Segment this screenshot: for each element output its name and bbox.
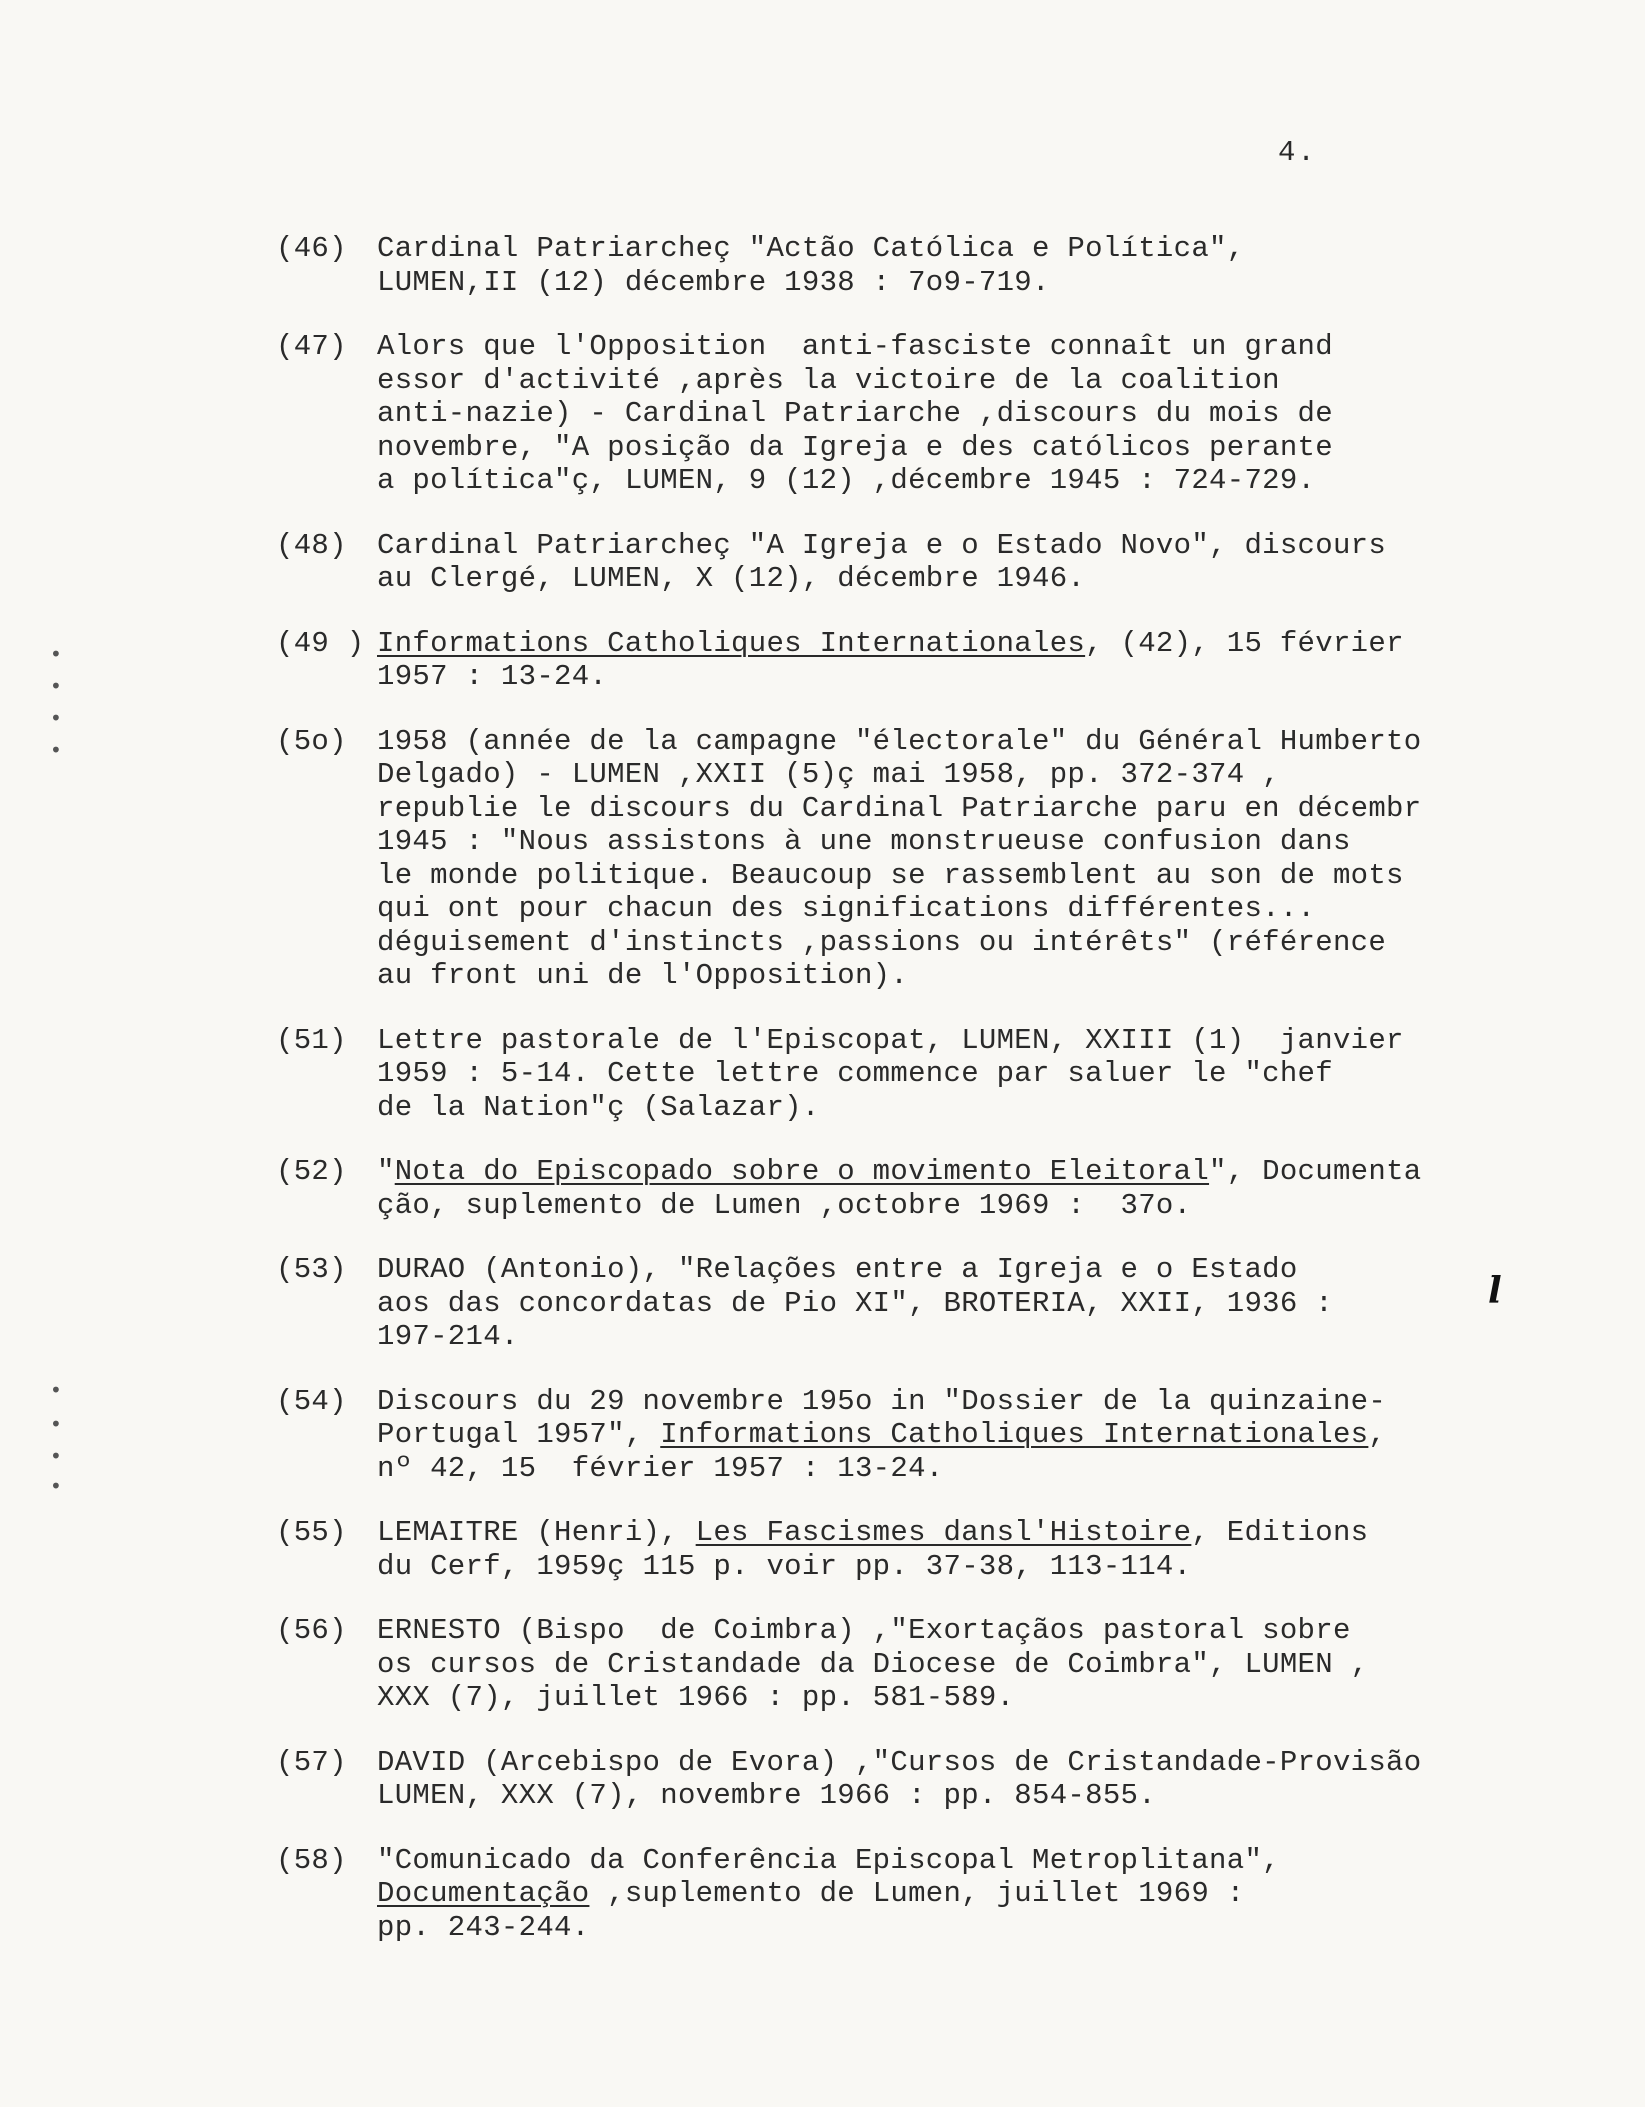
- footnote-number: (55): [276, 1516, 347, 1549]
- text-segment: nº 42, 15 février 1957 : 13-24.: [377, 1451, 944, 1485]
- text-segment: ", Documenta: [1209, 1155, 1422, 1188]
- text-segment: déguisement d'instincts ,passions ou intérêts" (référence: [377, 925, 1387, 959]
- underlined-title: Les Fascismes dansl'Histoire: [695, 1516, 1192, 1549]
- text-segment: du Cerf, 1959ç 115 p. voir pp. 37-38, 113-114.: [377, 1549, 1192, 1583]
- footnote: [276, 627, 1606, 694]
- text-segment: Portugal 1957",: [377, 1418, 661, 1451]
- footnote-line: [377, 1452, 1606, 1486]
- footnote-line: [377, 725, 1606, 759]
- margin-mark: •: [50, 1474, 62, 1498]
- text-segment: 1945 : "Nous assistons à une monstrueuse confusion dans: [377, 825, 1351, 858]
- footnote-line: [377, 431, 1606, 465]
- text-segment: ERNESTO (Bispo de Coimbra) ,"Exortaçãos pastoral sobre: [377, 1614, 1351, 1647]
- footnote-line: [377, 859, 1606, 893]
- footnote: [276, 725, 1606, 993]
- text-segment: XXX (7), juillet 1966 : pp. 581-589.: [377, 1681, 1015, 1714]
- footnote: [276, 232, 1606, 299]
- footnote-line: [377, 1320, 1606, 1354]
- margin-mark: •: [50, 642, 62, 666]
- footnote-line: [377, 1746, 1606, 1780]
- footnote-number: (56): [276, 1614, 347, 1647]
- text-segment: Delgado) - LUMEN ,XXII (5)ç mai 1958, pp. 372-374 ,: [377, 758, 1280, 791]
- margin-mark: •: [50, 1412, 62, 1436]
- text-segment: au Clergé, LUMEN, X (12), décembre 1946.: [377, 562, 1086, 595]
- footnote-list: [276, 232, 1606, 1975]
- footnote-line: [377, 627, 1606, 661]
- footnote-line: [377, 1189, 1606, 1223]
- footnote-line: [377, 825, 1606, 859]
- footnote: [276, 1746, 1606, 1813]
- text-segment: aos das concordatas de Pio XI", BROTERIA, XXII, 1936 :: [377, 1286, 1333, 1320]
- text-segment: ,suplemento de Lumen, juillet 1969 :: [589, 1877, 1245, 1910]
- footnote-line: [377, 758, 1606, 792]
- footnote-line: [377, 1516, 1606, 1550]
- footnote-number: (58): [276, 1843, 347, 1877]
- text-segment: Cardinal Patriarcheç "Actão Católica e Política",: [377, 232, 1245, 265]
- text-segment: pp. 243-244.: [377, 1910, 590, 1944]
- margin-mark: •: [50, 706, 62, 730]
- footnote-text: [377, 1746, 1606, 1813]
- footnote-number: (47): [276, 330, 347, 363]
- margin-mark: •: [50, 674, 62, 698]
- text-segment: "Comunicado da Conferência Episcopal Metroplitana",: [377, 1843, 1280, 1877]
- footnote-line: [377, 232, 1606, 266]
- footnote-text: [377, 1516, 1606, 1583]
- footnote-line: [377, 330, 1606, 364]
- footnote-line: [377, 1024, 1606, 1058]
- footnote-line: [377, 464, 1606, 498]
- footnote-line: [377, 1287, 1606, 1321]
- text-segment: republie le discours du Cardinal Patriarche paru en décembr: [377, 791, 1422, 825]
- footnote-text: [377, 627, 1606, 694]
- text-segment: 1957 : 13-24.: [377, 660, 608, 693]
- footnote: [276, 1614, 1606, 1715]
- text-segment: LUMEN, XXX (7), novembre 1966 : pp. 854-855.: [377, 1779, 1156, 1812]
- handwritten-mark: l: [1488, 1270, 1502, 1312]
- text-segment: ": [377, 1155, 395, 1188]
- footnote-line: [377, 1155, 1606, 1189]
- footnote: [276, 1516, 1606, 1583]
- footnote-text: [377, 529, 1606, 596]
- footnote: [276, 1253, 1606, 1354]
- text-segment: anti-nazie) - Cardinal Patriarche ,discours du mois de: [377, 397, 1333, 430]
- footnote-line: [377, 1844, 1606, 1878]
- footnote-line: [377, 266, 1606, 300]
- footnote: [276, 1385, 1606, 1486]
- text-segment: ,: [1368, 1418, 1387, 1451]
- text-segment: Lettre pastorale de l'Episcopat, LUMEN, XXIII (1) janvier: [377, 1023, 1404, 1057]
- footnote-text: [377, 1385, 1606, 1486]
- footnote-line: [377, 926, 1606, 960]
- text-segment: 1959 : 5-14. Cette lettre commence par saluer le "chef: [377, 1057, 1333, 1090]
- footnote-line: [377, 1681, 1606, 1715]
- footnote-line: [377, 529, 1606, 563]
- footnote-text: [377, 1253, 1606, 1354]
- footnote-number: (5o): [276, 724, 347, 758]
- text-segment: 197-214.: [377, 1320, 519, 1353]
- text-segment: de la Nation"ç (Salazar).: [377, 1090, 820, 1124]
- footnote-line: [377, 1091, 1606, 1125]
- text-segment: LUMEN,II (12) décembre 1938 : 7o9-719.: [377, 265, 1050, 299]
- footnote-line: [377, 1418, 1606, 1452]
- footnote-line: [377, 562, 1606, 596]
- footnote-text: [377, 1614, 1606, 1715]
- text-segment: os cursos de Cristandade da Diocese de Coimbra", LUMEN ,: [377, 1647, 1369, 1681]
- text-segment: DAVID (Arcebispo de Evora) ,"Cursos de Cristandade-Provisão: [377, 1745, 1422, 1779]
- text-segment: qui ont pour chacun des significations différentes...: [377, 892, 1316, 925]
- footnote-line: [377, 660, 1606, 694]
- footnote-number: (49 ): [276, 626, 365, 660]
- footnote-line: [377, 959, 1606, 993]
- text-segment: LEMAITRE (Henri),: [377, 1516, 696, 1549]
- footnote-line: [377, 397, 1606, 431]
- text-segment: novembre, "A posição da Igreja e des católicos perante: [377, 430, 1333, 464]
- footnote-text: [377, 232, 1606, 299]
- footnote-line: [377, 364, 1606, 398]
- text-segment: 1958 (année de la campagne "électorale" du Général Humberto: [377, 724, 1422, 758]
- text-segment: Cardinal Patriarcheç "A Igreja e o Estado Novo", discours: [377, 528, 1387, 562]
- text-segment: au front uni de l'Opposition).: [377, 959, 909, 992]
- margin-mark: •: [50, 1444, 62, 1468]
- text-segment: a política"ç, LUMEN, 9 (12) ,décembre 1945 : 724-729.: [377, 464, 1316, 497]
- footnote-line: [377, 1614, 1606, 1648]
- underlined-title: Nota do Episcopado sobre o movimento Eleitoral: [394, 1155, 1210, 1188]
- underlined-title: Informations Catholiques Internationales: [377, 626, 1086, 660]
- footnote-number: (46): [276, 232, 347, 265]
- margin-mark: •: [50, 738, 62, 762]
- text-segment: DURAO (Antonio), "Relações entre a Igreja e o Estado: [377, 1253, 1298, 1286]
- text-segment: Alors que l'Opposition anti-fasciste connaît un grand: [377, 330, 1333, 363]
- footnote-text: [377, 330, 1606, 498]
- footnote-number: (54): [276, 1384, 347, 1418]
- footnote-text: [377, 1155, 1606, 1222]
- footnote: [276, 1024, 1606, 1125]
- text-segment: ção, suplemento de Lumen ,octobre 1969 : 37o.: [377, 1188, 1192, 1222]
- footnote-number: (57): [276, 1745, 347, 1779]
- text-segment: essor d'activité ,après la victoire de la coalition: [377, 363, 1280, 397]
- underlined-title: Informations Catholiques Internationales: [660, 1418, 1369, 1451]
- text-segment: le monde politique. Beaucoup se rassemblent au son de mots: [377, 858, 1404, 892]
- underlined-title: Documentação: [377, 1877, 590, 1910]
- footnote: [276, 1844, 1606, 1945]
- footnote-number: (52): [276, 1155, 347, 1188]
- footnote: [276, 1155, 1606, 1222]
- footnote: [276, 529, 1606, 596]
- footnote-line: [377, 1385, 1606, 1419]
- footnote-line: [377, 1550, 1606, 1584]
- footnote-line: [377, 1779, 1606, 1813]
- footnote-line: [377, 1253, 1606, 1287]
- page-number: 4.: [1278, 136, 1317, 169]
- footnote-text: [377, 1844, 1606, 1945]
- text-segment: , (42), 15 février: [1085, 626, 1404, 660]
- text-segment: Discours du 29 novembre 195o in "Dossier de la quinzaine-: [377, 1384, 1387, 1418]
- text-segment: , Editions: [1191, 1516, 1369, 1549]
- footnote-text: [377, 1024, 1606, 1125]
- footnote-line: [377, 892, 1606, 926]
- footnote-line: [377, 1877, 1606, 1911]
- footnote-number: (51): [276, 1023, 347, 1057]
- margin-mark: •: [50, 1378, 62, 1402]
- footnote-text: [377, 725, 1606, 993]
- footnote-number: (53): [276, 1253, 347, 1286]
- footnote-line: [377, 1648, 1606, 1682]
- footnote-line: [377, 1057, 1606, 1091]
- footnote-line: [377, 1911, 1606, 1945]
- footnote: [276, 330, 1606, 498]
- footnote-number: (48): [276, 528, 347, 562]
- footnote-line: [377, 792, 1606, 826]
